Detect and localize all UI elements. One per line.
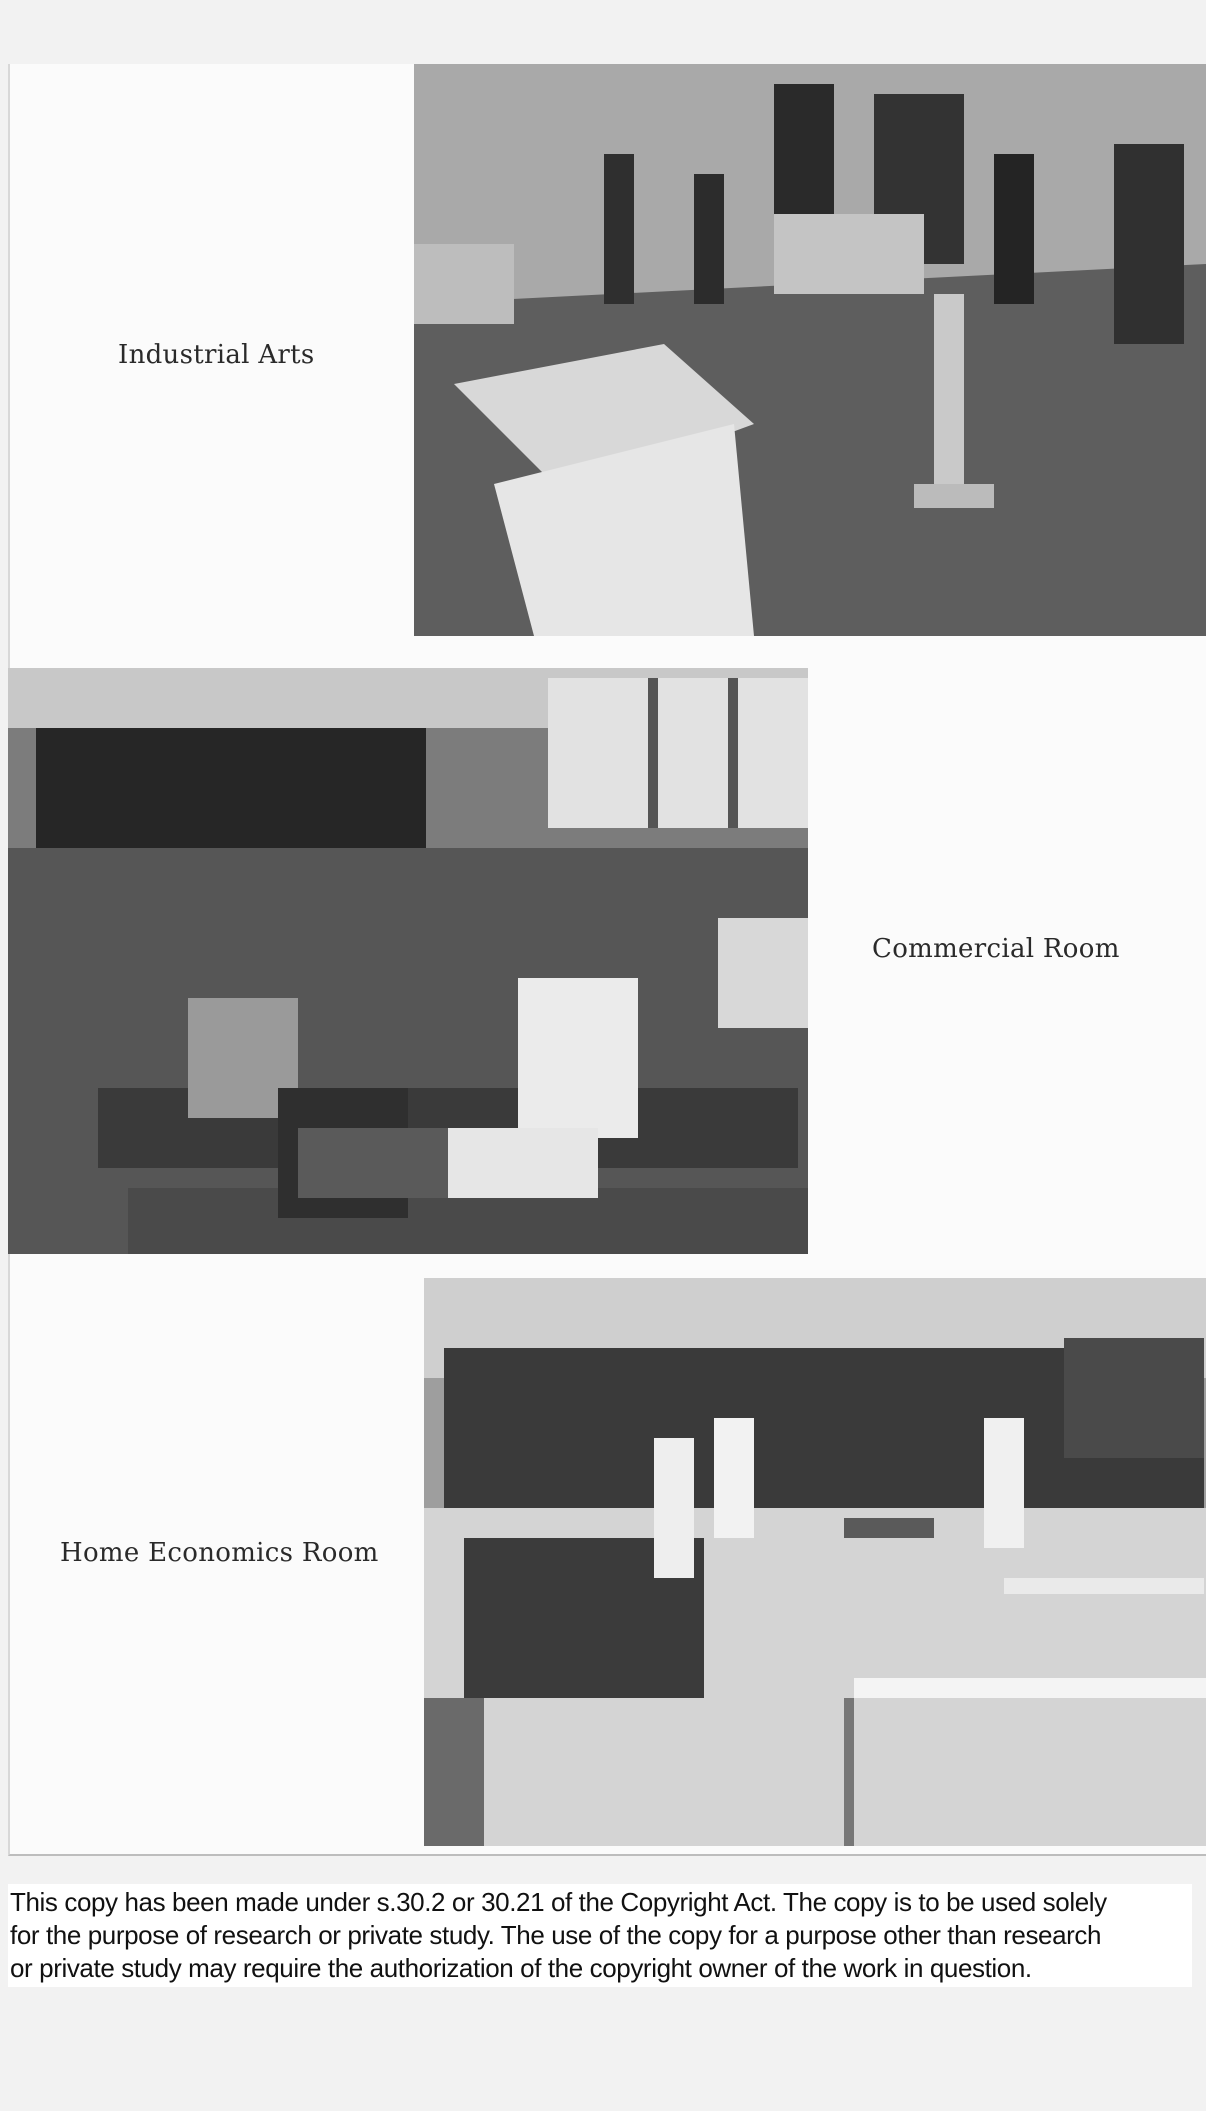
commercial-room-caption: Commercial Room bbox=[872, 934, 1120, 964]
copyright-notice-line-3: or private study may require the authorization of the copyright owner of the work in question. bbox=[10, 1953, 1032, 1983]
commercial-room-photo bbox=[8, 668, 808, 1254]
home-economics-room-caption: Home Economics Room bbox=[60, 1538, 379, 1568]
home-economics-room-photo bbox=[424, 1278, 1206, 1846]
copyright-notice-line-1: This copy has been made under s.30.2 or 30.21 of the Copyright Act. The copy is to be used solely bbox=[10, 1887, 1107, 1917]
industrial-arts-photo bbox=[414, 64, 1206, 636]
industrial-arts-caption: Industrial Arts bbox=[118, 340, 315, 370]
copyright-notice bbox=[8, 1884, 1192, 1987]
copyright-notice-line-2: for the purpose of research or private study. The use of the copy for a purpose other than research bbox=[10, 1920, 1102, 1950]
